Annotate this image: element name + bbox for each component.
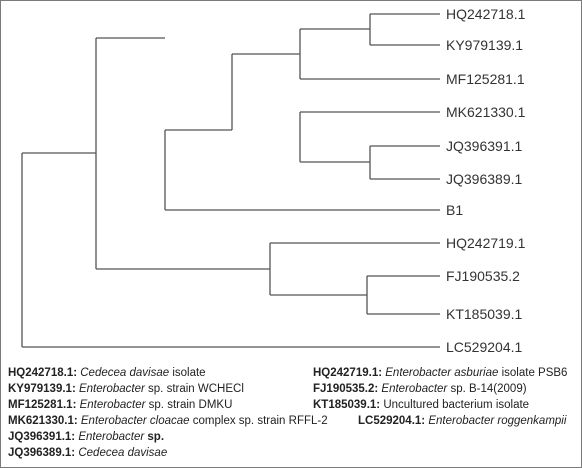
legend-entry [8,398,232,412]
legend-species: Cedecea davisae [80,367,170,379]
legend-species: Enterobacter [78,383,145,395]
legend-species-suffix: isolate PSB6 [498,367,568,379]
legend-species-suffix: sp. strain WCHECl [144,383,244,395]
leaf-label: JQ396391.1 [446,138,523,154]
legend-accession: MK621330.1: [8,415,78,427]
legend-entry [8,414,328,428]
legend-species-suffix: sp. B-14(2009) [447,383,527,395]
legend-species-suffix: isolate [169,367,206,379]
legend-species: Enterobacter [381,383,448,395]
leaf-label: FJ190535.2 [446,268,520,284]
legend-entry [8,430,164,444]
legend-accession: HQ242718.1: [8,367,78,379]
legend-accession: KT185039.1: [313,399,381,411]
legend-species: Enterobacter cloacae [80,415,190,427]
legend-accession: MF125281.1: [8,399,77,411]
leaf-label: MF125281.1 [446,71,525,87]
leaf-label: KY979139.1 [446,37,524,53]
legend-entry [8,382,244,396]
legend-species-suffix: sp. strain DMKU [145,399,233,411]
legend-species: Enterobacter [78,431,145,443]
leaf-label: B1 [446,202,464,218]
legend-entry [8,366,206,380]
leaf-label: HQ242719.1 [446,235,526,251]
legend-accession: JQ396389.1: [8,447,76,459]
legend-species-suffix: sp. [144,431,165,443]
legend-accession: FJ190535.2: [313,383,379,395]
leaf-label: KT185039.1 [446,306,523,322]
legend-accession: LC529204.1: [358,415,426,427]
legend-entry [358,414,566,428]
legend-species-suffix: complex sp. strain RFFL-2 [189,415,328,427]
legend-species: Enterobacter asburiae [385,367,499,379]
legend-species: Cedecea davisae [78,447,168,459]
leaf-label: LC529204.1 [446,339,523,355]
legend-accession: KY979139.1: [8,383,76,395]
legend-entry [313,366,567,380]
legend-entry [313,398,529,412]
leaf-label: HQ242718.1 [446,6,526,22]
legend-species: Enterobacter roggenkampii [428,415,567,427]
legend-accession: HQ242719.1: [313,367,383,379]
legend-entry [8,446,167,460]
legend-species: Enterobacter [79,399,146,411]
leaf-label: MK621330.1 [446,104,526,120]
leaf-label: JQ396389.1 [446,171,523,187]
legend-entry [313,382,527,396]
legend-accession: JQ396391.1: [8,431,76,443]
legend-species: Uncultured bacterium isolate [383,399,530,411]
